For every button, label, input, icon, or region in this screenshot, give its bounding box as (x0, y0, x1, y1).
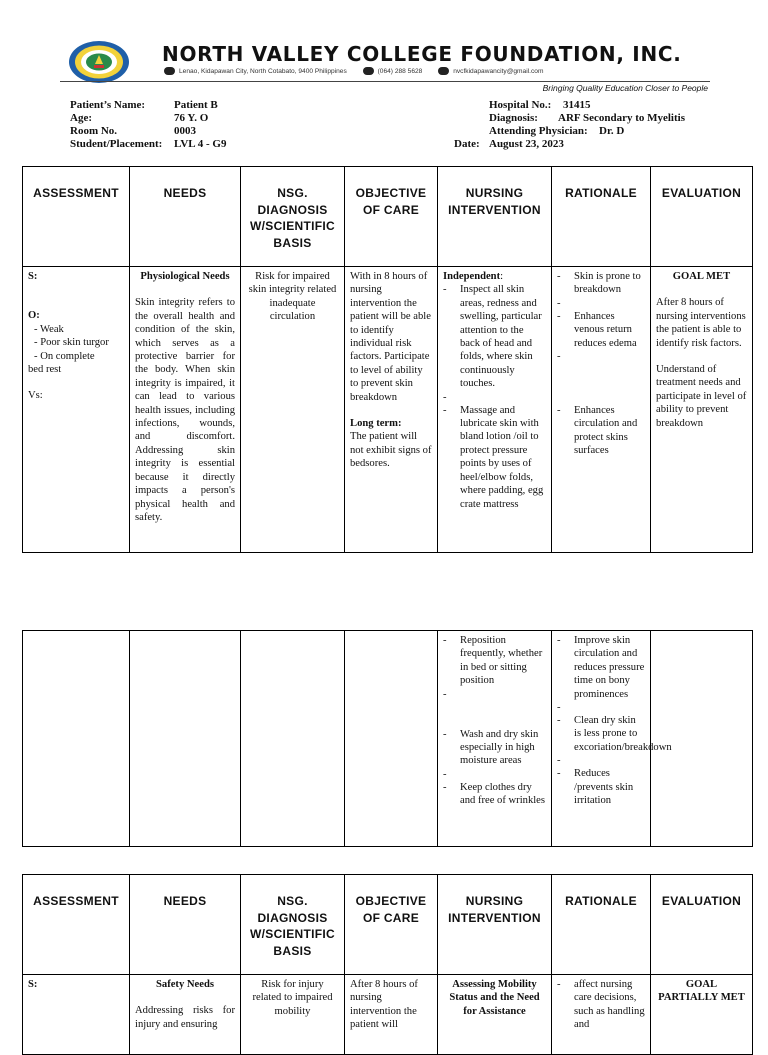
placement-label: Student/Placement: (70, 138, 163, 150)
date-row (454, 138, 564, 151)
needs-title: Safety Needs (156, 979, 214, 990)
patient-age: 76 Y. O (174, 112, 209, 124)
table-row (23, 267, 753, 553)
long-term-label: Long term: (350, 418, 402, 430)
location-icon (164, 67, 175, 75)
list-item: - Skin is prone to breakdown (557, 270, 645, 297)
intervention-cell: Independent: - Inspect all skin areas, redness and swelling, particular attention to the back of head and folds, where skin continuously touches. - - Massage and lubricate skin with bland lotion /oil to protect pressure points by uses of heel/elbow folds, where padding, egg crate mattress (438, 267, 552, 553)
list-item: - Reposition frequently, whether in bed or sitting position (443, 634, 546, 688)
objective-label: O: (28, 310, 40, 322)
needs-cell (130, 975, 241, 1055)
col-diagnosis: NSG. DIAGNOSIS W/SCIENTIFIC BASIS (241, 167, 345, 267)
needs-body: Skin integrity refers to the overall health and condition of the skin, which serves as a protective barrier for the body. When skin integrity is impaired, it can lead to various health issues, including infections, wounds, and discomfort. Addressing skin integrity is essential because it directly impacts a person's physical health and safety. (135, 297, 235, 523)
objective-cell: After 8 hours of nursing intervention the patient will (345, 975, 438, 1055)
physician: Dr. D (599, 125, 625, 137)
intervention-cell: Assessing Mobility Status and the Need for Assistance (438, 975, 552, 1055)
evaluation-p1: After 8 hours of nursing interventions the patient is able to identify risk factors. (656, 297, 746, 349)
col-objective: OBJECTIVE OF CARE (345, 167, 438, 267)
diagnosis-cell: Risk for injury related to impaired mobility (241, 975, 345, 1055)
evaluation-p2: Understand of treatment needs and participate in level of ability to prevent breakdown (656, 364, 747, 429)
room-number: 0003 (174, 125, 196, 137)
hospital-label: Hospital No.: (489, 99, 552, 111)
table-row (23, 975, 753, 1055)
col-rationale: RATIONALE (552, 167, 651, 267)
age-label: Age: (70, 112, 92, 124)
col-diagnosis: NSG. DIAGNOSIS W/SCIENTIFIC BASIS (241, 875, 345, 975)
patient-name: Patient B (174, 99, 218, 111)
intervention-list (443, 634, 546, 808)
date: August 23, 2023 (489, 138, 564, 150)
care-plan-table-1-continued (22, 630, 753, 847)
patient-info-left (70, 99, 226, 151)
subjective-label: S: (28, 271, 38, 282)
objective-short-term: With in 8 hours of nursing intervention the patient will be able to identify individual risk factors. Participate to level of ability to prevent skin breakdown (350, 271, 431, 403)
patient-info-right (489, 99, 685, 138)
assessment-cell (23, 975, 130, 1055)
physician-label: Attending Physician: (489, 125, 588, 137)
list-item: - Enhances circulation and protect skins surfaces (557, 404, 645, 458)
col-needs: NEEDS (130, 167, 241, 267)
diagnosis: ARF Secondary to Myelitis (558, 112, 685, 124)
col-intervention: NURSING INTERVENTION (438, 167, 552, 267)
rationale-cell (552, 631, 672, 847)
intervention-list (443, 283, 546, 511)
list-item: - On complete (34, 350, 124, 363)
list-item: - Inspect all skin areas, redness and swelling, particular attention to the back of head and folds, where skin continuously touches. (443, 283, 546, 390)
objective-findings (28, 323, 124, 363)
col-assessment: ASSESSMENT (23, 167, 130, 267)
rationale-cell (552, 267, 651, 553)
col-intervention: NURSING INTERVENTION (438, 875, 552, 975)
name-label: Patient’s Name: (70, 99, 146, 111)
header-divider (60, 81, 710, 82)
vital-signs-label: Vs: (28, 390, 43, 402)
evaluation-cell: GOAL PARTIALLY MET (651, 975, 753, 1055)
list-item: - Poor skin turgor (34, 336, 124, 349)
email-icon (438, 67, 449, 75)
list-item: - Massage and lubricate skin with bland lotion /oil to protect pressure points by uses of heel/elbow folds, where padding, egg crate mattress (443, 404, 546, 511)
col-objective: OBJECTIVE OF CARE (345, 875, 438, 975)
table-row (23, 631, 753, 847)
room-label: Room No. (70, 125, 118, 137)
email: nvcfkidapawancity@gmail.com (453, 67, 544, 75)
needs-body: Addressing risks for injury and ensuring (135, 1005, 235, 1030)
table-header-row (23, 167, 753, 267)
evaluation-cell (651, 267, 753, 553)
address: Lenao, Kidapawan City, North Cotabato, 9400 Philippines (179, 67, 347, 75)
school-name: NORTH VALLEY COLLEGE FOUNDATION, INC. (162, 42, 682, 66)
evaluation-title: GOAL MET (672, 271, 731, 282)
list-item: - Weak (34, 323, 124, 336)
objective-cell (345, 267, 438, 553)
objective-continuation: bed rest (28, 364, 62, 376)
rationale-cell (552, 975, 651, 1055)
assessment-cell (23, 267, 130, 553)
table-header-row (23, 875, 753, 975)
independent-label: Independent (443, 271, 501, 282)
col-needs: NEEDS (130, 875, 241, 975)
list-item: - Enhances venous return reduces edema (557, 310, 645, 350)
tagline: Bringing Quality Education Closer to People (542, 83, 708, 93)
list-item: - Reduces /prevents skin irritation (557, 767, 645, 807)
letterhead (60, 36, 710, 96)
col-evaluation: EVALUATION (651, 875, 753, 975)
subjective-label: S: (28, 979, 38, 990)
objective-long-term: The patient will not exhibit signs of bedsores. (350, 431, 432, 470)
col-rationale: RATIONALE (552, 875, 651, 975)
care-plan-table-2 (22, 874, 753, 1055)
date-label: Date: (454, 138, 480, 150)
list-item: - Wash and dry skin especially in high moisture areas (443, 728, 546, 768)
care-plan-table-1 (22, 166, 753, 553)
needs-title: Physiological Needs (140, 271, 230, 282)
intervention-cell (438, 631, 552, 847)
phone: (064) 288 5628 (377, 67, 423, 75)
col-evaluation: EVALUATION (651, 167, 753, 267)
list-item: - Keep clothes dry and free of wrinkles (443, 781, 546, 808)
list-item: - Improve skin circulation and reduces pressure time on bony prominences (557, 634, 645, 701)
hospital-number: 31415 (563, 99, 591, 111)
col-assessment: ASSESSMENT (23, 875, 130, 975)
needs-cell (130, 267, 241, 553)
placement: LVL 4 - G9 (174, 138, 227, 150)
contact-line (164, 67, 543, 75)
rationale-list (557, 270, 645, 458)
diagnosis-cell: Risk for impaired skin integrity related inadequate circulation (241, 267, 345, 553)
list-item: - affect nursing care decisions, such as handling and (557, 978, 645, 1032)
phone-icon (363, 67, 374, 75)
college-seal-logo (68, 40, 130, 84)
diagnosis-label: Diagnosis: (489, 112, 538, 124)
rationale-list (557, 634, 672, 807)
list-item: - Clean dry skin is less prone to excoriation/breakdown (557, 714, 645, 754)
